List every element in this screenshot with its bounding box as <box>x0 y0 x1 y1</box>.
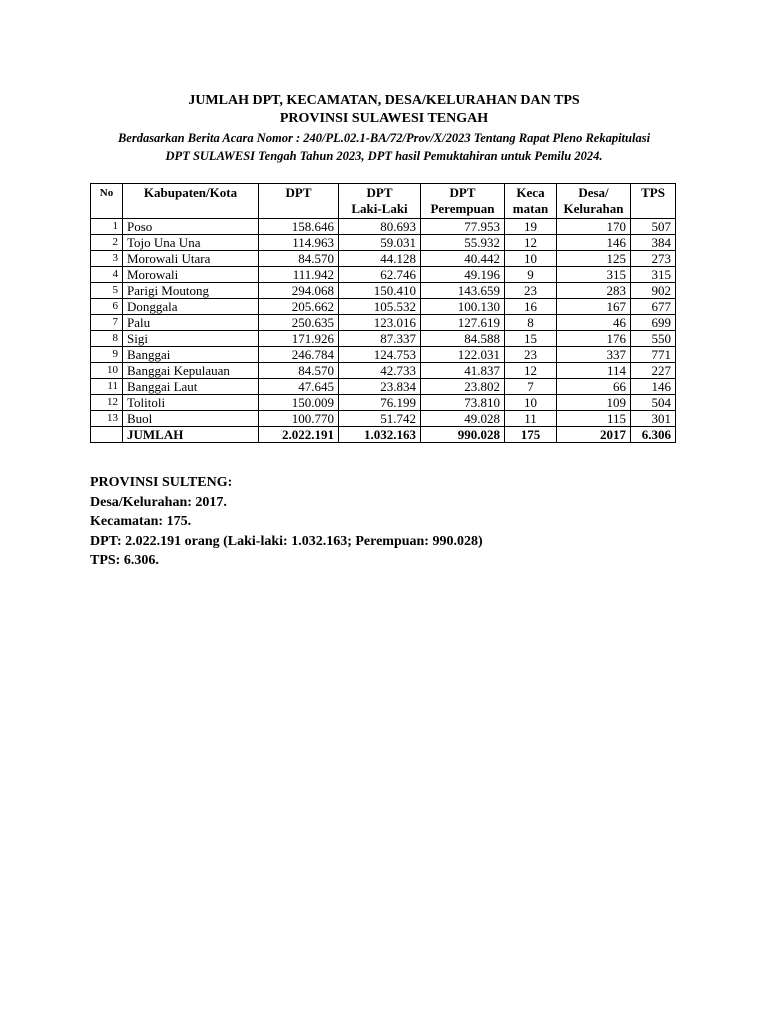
cell-desa: 125 <box>557 251 631 267</box>
cell-tps: 902 <box>631 283 676 299</box>
table-row <box>91 251 676 267</box>
summary-heading: PROVINSI SULTENG: <box>90 475 233 490</box>
cell-dpt: 47.645 <box>259 379 339 395</box>
cell-desa: 167 <box>557 299 631 315</box>
cell-tps: 227 <box>631 363 676 379</box>
cell-no: 3 <box>91 251 123 267</box>
header-dpt: DPT <box>259 184 339 219</box>
cell-kabupaten: Poso <box>123 219 259 235</box>
table-row <box>91 299 676 315</box>
cell-kecamatan: 16 <box>505 299 557 315</box>
table-header-row <box>91 184 676 219</box>
cell-dpt-perempuan: 84.588 <box>421 331 505 347</box>
cell-dpt-laki: 51.742 <box>339 411 421 427</box>
header-dpt-laki: DPT Laki-Laki <box>339 184 421 219</box>
table-total-row <box>91 427 676 443</box>
cell-kabupaten: Sigi <box>123 331 259 347</box>
cell-dpt-perempuan: 122.031 <box>421 347 505 363</box>
cell-dpt: 250.635 <box>259 315 339 331</box>
cell-dpt-laki: 123.016 <box>339 315 421 331</box>
document-subtitle-line-2: DPT SULAWESI Tengah Tahun 2023, DPT hasil Pemuktahiran untuk Pemilu 2024. <box>165 149 603 163</box>
cell-tps: 507 <box>631 219 676 235</box>
cell-desa: 283 <box>557 283 631 299</box>
cell-kecamatan: 12 <box>505 235 557 251</box>
cell-kecamatan: 11 <box>505 411 557 427</box>
table-row <box>91 347 676 363</box>
cell-total-desa: 2017 <box>557 427 631 443</box>
cell-no: 4 <box>91 267 123 283</box>
cell-dpt-perempuan: 40.442 <box>421 251 505 267</box>
cell-dpt-laki: 124.753 <box>339 347 421 363</box>
table-row <box>91 331 676 347</box>
cell-kecamatan: 10 <box>505 395 557 411</box>
cell-dpt-laki: 150.410 <box>339 283 421 299</box>
dpt-table <box>90 183 676 443</box>
header-kecamatan: Keca matan <box>505 184 557 219</box>
cell-kecamatan: 15 <box>505 331 557 347</box>
cell-no: 1 <box>91 219 123 235</box>
cell-kabupaten: Banggai <box>123 347 259 363</box>
document-title-line-1: JUMLAH DPT, KECAMATAN, DESA/KELURAHAN DAN TPS <box>188 93 580 108</box>
cell-dpt: 171.926 <box>259 331 339 347</box>
cell-dpt-laki: 105.532 <box>339 299 421 315</box>
cell-kecamatan: 9 <box>505 267 557 283</box>
cell-dpt: 84.570 <box>259 251 339 267</box>
cell-desa: 66 <box>557 379 631 395</box>
cell-dpt: 111.942 <box>259 267 339 283</box>
cell-no: 8 <box>91 331 123 347</box>
cell-kabupaten: Banggai Laut <box>123 379 259 395</box>
cell-dpt-laki: 80.693 <box>339 219 421 235</box>
cell-no-empty <box>91 427 123 443</box>
cell-kecamatan: 12 <box>505 363 557 379</box>
cell-dpt-laki: 44.128 <box>339 251 421 267</box>
cell-desa: 176 <box>557 331 631 347</box>
cell-no: 6 <box>91 299 123 315</box>
table-row <box>91 235 676 251</box>
cell-dpt-laki: 23.834 <box>339 379 421 395</box>
cell-kabupaten: Donggala <box>123 299 259 315</box>
cell-dpt-perempuan: 100.130 <box>421 299 505 315</box>
cell-desa: 46 <box>557 315 631 331</box>
cell-total-perempuan: 990.028 <box>421 427 505 443</box>
cell-dpt: 246.784 <box>259 347 339 363</box>
cell-no: 9 <box>91 347 123 363</box>
cell-total-laki: 1.032.163 <box>339 427 421 443</box>
document-subtitle-line-1: Berdasarkan Berita Acara Nomor : 240/PL.02.1-BA/72/Prov/X/2023 Tentang Rapat Pleno Rekapitulasi <box>117 131 651 145</box>
cell-desa: 115 <box>557 411 631 427</box>
province-summary <box>90 473 483 571</box>
cell-kabupaten: Tolitoli <box>123 395 259 411</box>
table-row <box>91 411 676 427</box>
cell-dpt-perempuan: 55.932 <box>421 235 505 251</box>
header-kabupaten: Kabupaten/Kota <box>123 184 259 219</box>
cell-tps: 301 <box>631 411 676 427</box>
cell-kabupaten: Morowali Utara <box>123 251 259 267</box>
cell-tps: 550 <box>631 331 676 347</box>
cell-tps: 699 <box>631 315 676 331</box>
cell-dpt: 158.646 <box>259 219 339 235</box>
header-no: No <box>91 184 123 219</box>
cell-kabupaten: Buol <box>123 411 259 427</box>
summary-kecamatan: Kecamatan: 175. <box>90 514 192 529</box>
header-desa: Desa/ Kelurahan <box>557 184 631 219</box>
cell-kecamatan: 19 <box>505 219 557 235</box>
cell-dpt-laki: 62.746 <box>339 267 421 283</box>
cell-kecamatan: 8 <box>505 315 557 331</box>
cell-desa: 109 <box>557 395 631 411</box>
cell-dpt: 114.963 <box>259 235 339 251</box>
table-row <box>91 379 676 395</box>
cell-dpt-laki: 42.733 <box>339 363 421 379</box>
cell-total-tps: 6.306 <box>631 427 676 443</box>
summary-desa: Desa/Kelurahan: 2017. <box>90 494 227 510</box>
header-dpt-perempuan: DPT Perempuan <box>421 184 505 219</box>
cell-kabupaten: Parigi Moutong <box>123 283 259 299</box>
cell-tps: 146 <box>631 379 676 395</box>
cell-kabupaten: Banggai Kepulauan <box>123 363 259 379</box>
cell-total-kecamatan: 175 <box>505 427 557 443</box>
table-row <box>91 283 676 299</box>
cell-no: 12 <box>91 395 123 411</box>
cell-no: 5 <box>91 283 123 299</box>
cell-dpt-laki: 59.031 <box>339 235 421 251</box>
cell-desa: 146 <box>557 235 631 251</box>
cell-dpt-perempuan: 77.953 <box>421 219 505 235</box>
cell-dpt-laki: 87.337 <box>339 331 421 347</box>
cell-no: 2 <box>91 235 123 251</box>
cell-tps: 273 <box>631 251 676 267</box>
summary-tps: TPS: 6.306. <box>90 553 159 568</box>
cell-dpt-perempuan: 41.837 <box>421 363 505 379</box>
cell-dpt: 100.770 <box>259 411 339 427</box>
cell-total-dpt: 2.022.191 <box>259 427 339 443</box>
cell-no: 7 <box>91 315 123 331</box>
cell-no: 11 <box>91 379 123 395</box>
cell-dpt: 84.570 <box>259 363 339 379</box>
table-row <box>91 395 676 411</box>
cell-no: 10 <box>91 363 123 379</box>
cell-kecamatan: 7 <box>505 379 557 395</box>
cell-tps: 677 <box>631 299 676 315</box>
cell-dpt: 294.068 <box>259 283 339 299</box>
cell-tps: 504 <box>631 395 676 411</box>
cell-dpt-laki: 76.199 <box>339 395 421 411</box>
table-row <box>91 315 676 331</box>
cell-dpt: 150.009 <box>259 395 339 411</box>
cell-dpt: 205.662 <box>259 299 339 315</box>
cell-dpt-perempuan: 143.659 <box>421 283 505 299</box>
cell-dpt-perempuan: 73.810 <box>421 395 505 411</box>
cell-kabupaten: Morowali <box>123 267 259 283</box>
cell-tps: 384 <box>631 235 676 251</box>
cell-desa: 114 <box>557 363 631 379</box>
cell-desa: 337 <box>557 347 631 363</box>
cell-kabupaten: Palu <box>123 315 259 331</box>
header-tps: TPS <box>631 184 676 219</box>
cell-dpt-perempuan: 127.619 <box>421 315 505 331</box>
cell-no: 13 <box>91 411 123 427</box>
summary-dpt: DPT: 2.022.191 orang (Laki-laki: 1.032.163; Perempuan: 990.028) <box>90 533 483 549</box>
table-row <box>91 219 676 235</box>
table-row <box>91 267 676 283</box>
cell-kecamatan: 23 <box>505 283 557 299</box>
cell-tps: 771 <box>631 347 676 363</box>
table-row <box>91 363 676 379</box>
cell-dpt-perempuan: 23.802 <box>421 379 505 395</box>
cell-dpt-perempuan: 49.028 <box>421 411 505 427</box>
cell-kabupaten: Tojo Una Una <box>123 235 259 251</box>
document-title-line-2: PROVINSI SULAWESI TENGAH <box>279 111 489 126</box>
cell-dpt-perempuan: 49.196 <box>421 267 505 283</box>
cell-tps: 315 <box>631 267 676 283</box>
cell-kecamatan: 10 <box>505 251 557 267</box>
cell-desa: 170 <box>557 219 631 235</box>
cell-kecamatan: 23 <box>505 347 557 363</box>
cell-desa: 315 <box>557 267 631 283</box>
cell-total-label: JUMLAH <box>123 427 259 443</box>
